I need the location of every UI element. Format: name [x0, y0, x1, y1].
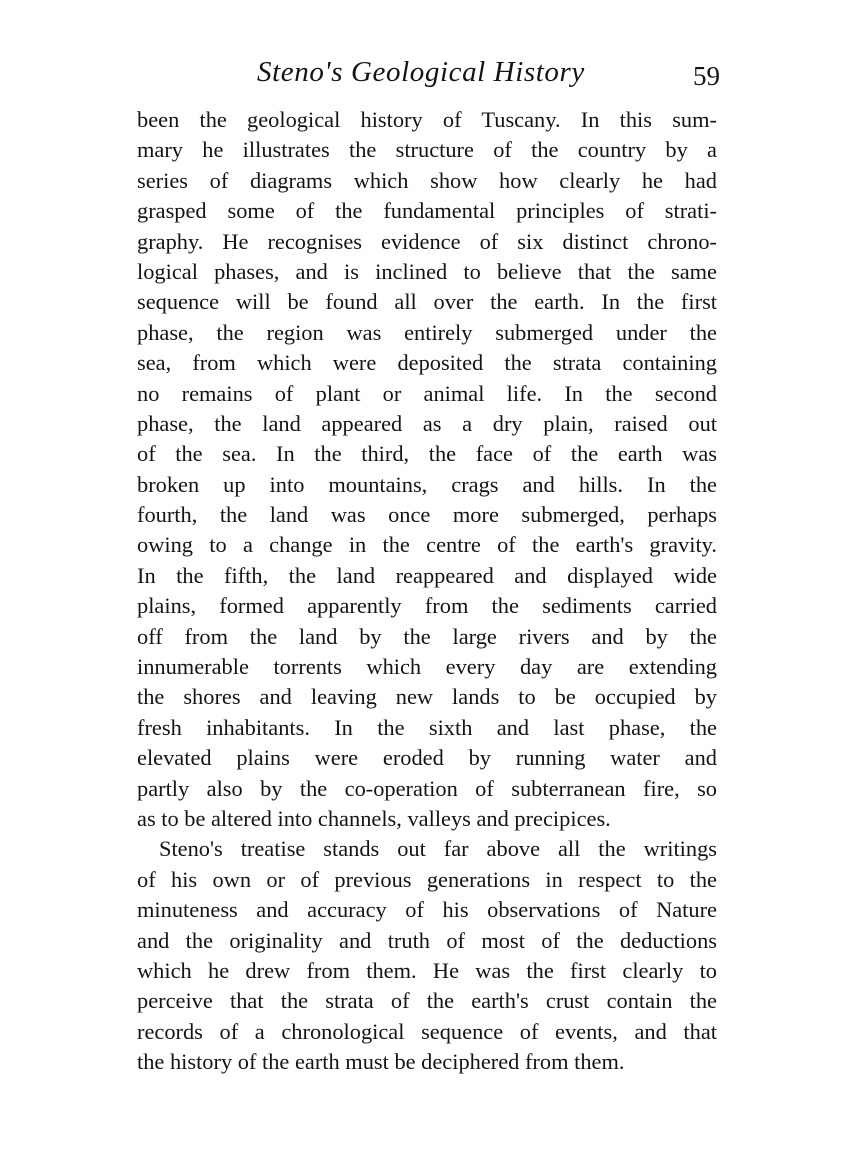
text-line: innumerable torrents which every day are extending: [137, 654, 717, 680]
text-line: logical phases, and is inclined to believe that the same: [137, 258, 717, 284]
body-text: [137, 105, 717, 1078]
text-line: owing to a change in the centre of the earth's gravity.: [137, 532, 717, 558]
paragraph-end-line: as to be altered into channels, valleys and precipices.: [137, 805, 611, 831]
text-line: phase, the land appeared as a dry plain, raised out: [137, 410, 717, 436]
text-line: fourth, the land was once more submerged, perhaps: [137, 502, 717, 528]
running-head: [137, 52, 720, 92]
text-line: of his own or of previous generations in respect to the: [137, 866, 717, 892]
text-line: been the geological history of Tuscany. In this sum-: [137, 107, 717, 132]
text-line: partly also by the co-operation of subterranean fire, so: [137, 775, 717, 801]
text-line: no remains of plant or animal life. In the second: [137, 380, 717, 406]
text-line: series of diagrams which show how clearly he had: [137, 167, 717, 193]
text-line: minuteness and accuracy of his observations of Nature: [137, 897, 717, 923]
text-line: and the originality and truth of most of the deductions: [137, 927, 717, 953]
text-line: records of a chronological sequence of events, and that: [137, 1018, 717, 1044]
text-line: which he drew from them. He was the first clearly to: [137, 957, 717, 983]
text-line: fresh inhabitants. In the sixth and last phase, the: [137, 714, 717, 740]
text-line: mary he illustrates the structure of the country by a: [137, 137, 717, 163]
page-number: 59: [693, 61, 720, 91]
text-line: grasped some of the fundamental principles of strati-: [137, 198, 717, 224]
running-title: Steno's Geological History: [257, 56, 585, 88]
text-line: the shores and leaving new lands to be occupied by: [137, 684, 717, 710]
text-line: broken up into mountains, crags and hills. In the: [137, 471, 717, 497]
text-line: sequence will be found all over the earth. In the first: [137, 289, 717, 315]
text-line: elevated plains were eroded by running water and: [137, 745, 717, 771]
text-line: perceive that the strata of the earth's crust contain the: [137, 988, 717, 1014]
text-line: of the sea. In the third, the face of the earth was: [137, 441, 717, 467]
text-line: sea, from which were deposited the strata containing: [137, 350, 717, 376]
text-line: phase, the region was entirely submerged under the: [137, 319, 717, 345]
text-line: graphy. He recognises evidence of six distinct chrono-: [137, 228, 717, 254]
paragraph-start-line: Steno's treatise stands out far above all the writings: [159, 836, 717, 862]
text-line: plains, formed apparently from the sediments carried: [137, 593, 717, 619]
paragraph-end-line: the history of the earth must be deciphered from them.: [137, 1049, 625, 1075]
text-line: off from the land by the large rivers and by the: [137, 623, 717, 649]
text-line: In the fifth, the land reappeared and displayed wide: [137, 562, 717, 588]
